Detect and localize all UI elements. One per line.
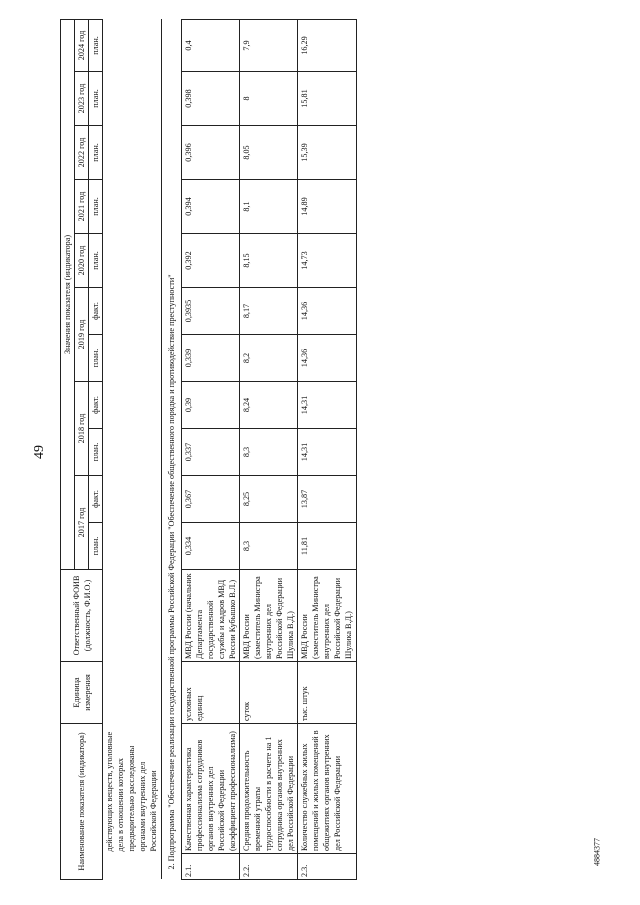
value-2018-fact: 14,31 bbox=[298, 382, 356, 429]
value-2021-plan: 0,394 bbox=[181, 180, 239, 234]
value-2023-plan: 15,81 bbox=[298, 72, 356, 126]
value-2018-plan: 14,31 bbox=[298, 429, 356, 476]
value-2017-fact: 0,367 bbox=[181, 476, 239, 523]
value-2024-plan: 0,4 bbox=[181, 19, 239, 71]
header-year-2020: 2020 год bbox=[75, 234, 89, 288]
unit-cell: тыс. штук bbox=[298, 662, 356, 724]
header-fact: факт. bbox=[89, 288, 103, 335]
header-unit: Единица измерения bbox=[61, 662, 103, 724]
value-2022-plan: 0,396 bbox=[181, 126, 239, 180]
value-2018-fact: 0,39 bbox=[181, 382, 239, 429]
row-number: 2.3. bbox=[298, 854, 356, 880]
row-number: 2.1. bbox=[181, 854, 239, 880]
header-responsible: Ответственный ФОИВ (должность, Ф.И.О.) bbox=[61, 570, 103, 662]
header-values: Значения показателя (индикатора) bbox=[61, 19, 75, 569]
value-2024-plan: 7,9 bbox=[239, 19, 297, 71]
page-number: 49 bbox=[32, 445, 47, 459]
header-plan: план. bbox=[89, 523, 103, 570]
header-plan: план. bbox=[89, 234, 103, 288]
indicators-table bbox=[60, 19, 357, 880]
header-year-2018: 2018 год bbox=[75, 382, 89, 476]
value-2019-fact: 0,3935 bbox=[181, 288, 239, 335]
value-2019-plan: 14,36 bbox=[298, 335, 356, 382]
value-2018-plan: 8,3 bbox=[239, 429, 297, 476]
header-fact: факт. bbox=[89, 382, 103, 429]
value-2018-plan: 0,337 bbox=[181, 429, 239, 476]
value-2023-plan: 0,398 bbox=[181, 72, 239, 126]
value-2020-plan: 14,73 bbox=[298, 234, 356, 288]
document-id: 4884377 bbox=[592, 838, 602, 866]
header-plan: план. bbox=[89, 335, 103, 382]
value-2023-plan: 8 bbox=[239, 72, 297, 126]
value-2022-plan: 15,39 bbox=[298, 126, 356, 180]
unit-cell: суток bbox=[239, 662, 297, 724]
header-plan: план. bbox=[89, 72, 103, 126]
header-year-2023: 2023 год bbox=[75, 72, 89, 126]
rotated-table-container bbox=[60, 20, 620, 880]
value-2017-plan: 8,3 bbox=[239, 523, 297, 570]
value-2017-plan: 11,81 bbox=[298, 523, 356, 570]
responsible-cell: МВД России (заместитель Министра внутренних дел Российской Федерации Шулика В.Д.) bbox=[239, 570, 297, 662]
subprogram-row bbox=[161, 19, 181, 879]
responsible-cell: МВД России (заместитель Министра внутренних дел Российской Федерации Шулика В.Д.) bbox=[298, 570, 356, 662]
value-2021-plan: 14,89 bbox=[298, 180, 356, 234]
header-year-2019: 2019 год bbox=[75, 288, 89, 382]
header-plan: план. bbox=[89, 126, 103, 180]
value-2017-plan: 0,334 bbox=[181, 523, 239, 570]
value-2018-fact: 8,24 bbox=[239, 382, 297, 429]
table-row bbox=[298, 19, 356, 879]
header-row-1 bbox=[61, 19, 75, 879]
header-fact: факт. bbox=[89, 476, 103, 523]
header-year-2021: 2021 год bbox=[75, 180, 89, 234]
value-2020-plan: 0,392 bbox=[181, 234, 239, 288]
table-row bbox=[181, 19, 239, 879]
value-2021-plan: 8,1 bbox=[239, 180, 297, 234]
unit-cell: условных единиц bbox=[181, 662, 239, 724]
value-2019-plan: 8,2 bbox=[239, 335, 297, 382]
subprogram-title: 2. Подпрограмма "Обеспечение реализации государственной программы Российской Федерации "Обеспечение общественного порядка и противодействие преступности" bbox=[161, 19, 181, 879]
indicator-name: Количество служебных жилых помещений и жилых помещений в общежитиях органов внутренних дел Российской Федерации bbox=[298, 724, 356, 854]
indicator-name: Качественная характеристика профессионализма сотрудников органов внутренних дел Российской Федерации (коэффициент профессионализма) bbox=[181, 724, 239, 854]
continuation-text: действующих веществ, уголовные дела в отношении которых предварительно расследованы органами внутренних дел Российской Федерации bbox=[105, 731, 159, 852]
header-indicator: Наименование показателя (индикатора) bbox=[61, 724, 103, 880]
value-2024-plan: 16,29 bbox=[298, 19, 356, 71]
value-2020-plan: 8,15 bbox=[239, 234, 297, 288]
value-2019-plan: 0,339 bbox=[181, 335, 239, 382]
continuation-row bbox=[103, 19, 161, 879]
indicator-name: Средняя продолжительность временной утраты трудоспособности в расчете на 1 сотрудника органов внутренних дел Российской Федерации bbox=[239, 724, 297, 854]
value-2022-plan: 8,05 bbox=[239, 126, 297, 180]
value-2019-fact: 14,36 bbox=[298, 288, 356, 335]
value-2017-fact: 13,87 bbox=[298, 476, 356, 523]
value-2019-fact: 8,17 bbox=[239, 288, 297, 335]
responsible-cell: МВД России (начальник Департамента государственной службы и кадров МВД России Кубышко В.Л.) bbox=[181, 570, 239, 662]
row-number: 2.2. bbox=[239, 854, 297, 880]
header-year-2017: 2017 год bbox=[75, 476, 89, 570]
header-year-2022: 2022 год bbox=[75, 126, 89, 180]
header-plan: план. bbox=[89, 180, 103, 234]
header-plan: план. bbox=[89, 429, 103, 476]
header-plan: план. bbox=[89, 19, 103, 71]
value-2017-fact: 8,25 bbox=[239, 476, 297, 523]
header-year-2024: 2024 год bbox=[75, 19, 89, 71]
table-row bbox=[239, 19, 297, 879]
